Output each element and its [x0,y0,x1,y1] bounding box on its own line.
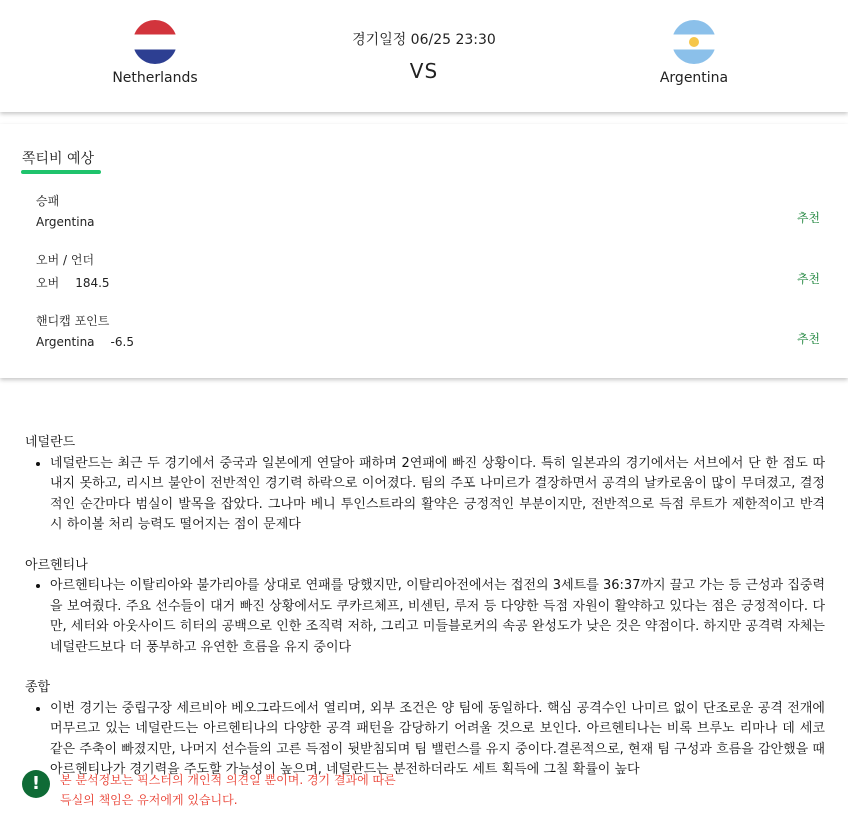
vs-label: VS [409,59,439,83]
match-schedule: 경기일정 06/25 23:30 [352,32,496,48]
section-list [25,699,825,781]
recommend-badge: 추천 [796,272,820,286]
analysis-section [25,433,825,781]
prediction-card [0,124,848,378]
home-team-name: Netherlands [112,70,198,86]
netherlands-flag-icon [133,20,177,64]
away-team-name: Argentina [659,70,729,86]
home-team [75,20,235,86]
pick-row-handicap [36,312,826,349]
title-underline [21,170,101,174]
exclamation-icon: ! [22,770,50,798]
recommend-badge: 추천 [796,332,820,346]
disclaimer-text: 본 분석정보는 픽스터의 개인적 의견일 뿐이며. 경기 결과에 따른 득실의 책임은 유저에게 있습니다. [60,773,396,807]
away-team [614,20,774,86]
pick-row-win-loss [36,192,826,229]
section-title-netherlands: 네덜란드 [25,435,76,450]
section-list [25,576,825,658]
match-header [0,0,848,112]
prediction-title: 쪽티비 예상 [22,151,95,167]
pick-label: 오버 / 언더 [36,253,95,267]
pick-row-over-under [36,251,826,291]
section-title-argentina: 아르헨티나 [25,557,88,573]
analysis-paragraph: • 이번 경기는 중립구장 세르비아 베오그라드에서 열리며, 외부 조건은 양 팀에 동일하다. 핵심 공격수인 나미르 없이 단조로운 공격 전개에 머무르고 있는 네덜란드는 아르헨티나의 다양한 공격 패턴을 감당하기 어려울 것으로 보인다. 아르헨티나는 비록 브루노 리마나 데 세코 같은 주축이 빠졌지만, 나머지 선수들의 고른 득점이 뒷받침되며 팀 밸런스를 유지 중이다.결론적으로, 현재 팀 구성과 흐름을 감안했을 때 아르헨티나가 경기력을 주도할 가능성이 높으며, 네덜란드는 분전하더라도 세트 획득에 그칠 확률이 높다 [50,699,825,781]
pick-value: Argentina -6.5 [36,335,134,349]
section-list [25,454,825,536]
pick-label: 핸디캡 포인트 [36,314,110,328]
section-title-summary: 종합 [25,680,51,695]
recommend-badge: 추천 [796,211,820,225]
pick-value: 오버 184.5 [36,276,110,290]
pick-label: 승패 [36,194,60,208]
argentina-flag-icon [672,20,716,64]
pick-value: Argentina [36,215,95,229]
match-info [324,29,524,83]
analysis-paragraph: • 아르헨티나는 이탈리아와 불가리아를 상대로 연패를 당했지만, 이탈리아전에서는 접전의 3세트를 36:37까지 끌고 가는 등 근성과 집중력을 보여줬다. 주요 선수들이 대거 빠진 상황에서도 쿠카르체프, 비센틴, 루저 등 다양한 득점 자원이 활약하고 있다는 점은 긍정적이다. 다만, 세터와 아웃사이드 히터의 공백으로 인한 조직력 저하, 그리고 미들블로커의 속공 완성도가 낮은 것은 약점이다. 하지만 공격력 자체는 네덜란드보다 더 풍부하고 유연한 흐름을 유지 중이다 [50,576,825,658]
analysis-paragraph: • 네덜란드는 최근 두 경기에서 중국과 일본에게 연달아 패하며 2연패에 빠진 상황이다. 특히 일본과의 경기에서는 서브에서 단 한 점도 따내지 못하고, 리시브 불안이 전반적인 경기력 하락으로 이어졌다. 팀의 주포 나미르가 결장하면서 공격의 날카로움이 많이 무뎌졌고, 결정적인 순간마다 범실이 발목을 잡았다. 그나마 베니 투인스트라의 활약은 긍정적인 부분이지만, 전반적으로 득점 루트가 제한적이고 반격 시 하이볼 처리 능력도 떨어지는 점이 문제다 [50,454,825,536]
